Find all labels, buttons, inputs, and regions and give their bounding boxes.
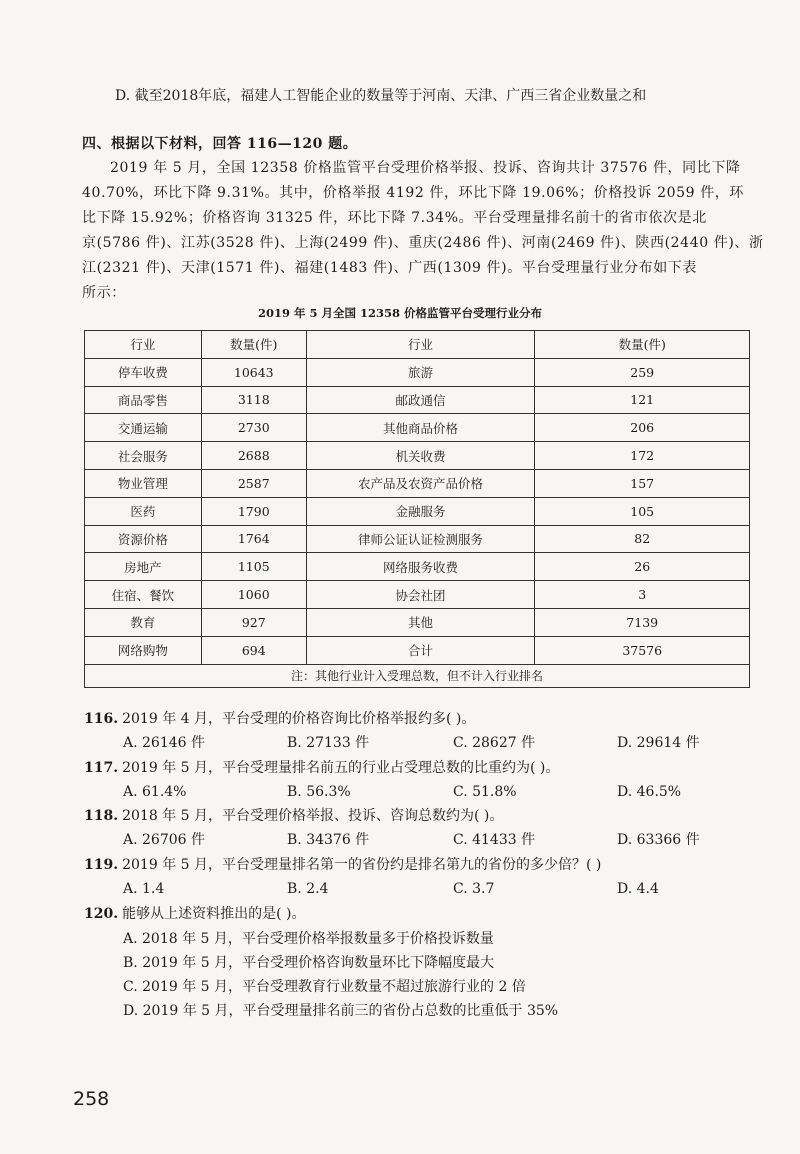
count-cell: 1105 (201, 553, 306, 581)
count-cell: 2688 (201, 442, 306, 470)
table-row (85, 469, 750, 497)
previous-question-option-d: D. 截至2018年底，福建人工智能企业的数量等于河南、天津、广西三省企业数量之和 (115, 88, 647, 104)
count-cell: 694 (201, 636, 306, 664)
industry-cell: 住宿、餐饮 (85, 581, 202, 609)
table-note: 注：其他行业计入受理总数，但不计入行业排名 (85, 664, 750, 687)
industry-cell: 社会服务 (85, 442, 202, 470)
count-cell: 1764 (201, 525, 306, 553)
option-b: B. 27133 件 (287, 735, 370, 751)
option-c: C. 51.8% (453, 784, 517, 800)
header-industry: 行业 (85, 331, 202, 359)
question-number: 119. (84, 857, 119, 873)
option-c: C. 3.7 (453, 881, 495, 897)
industry-cell: 医药 (85, 497, 202, 525)
industry-cell: 网络购物 (85, 636, 202, 664)
question-117 (84, 758, 559, 778)
question-number: 117. (84, 760, 119, 776)
option-a: A. 2018 年 5 月，平台受理价格举报数量多于价格投诉数量 (123, 931, 494, 947)
passage-line: 所示： (82, 285, 126, 301)
industry-cell: 律师公证认证检测服务 (306, 525, 535, 553)
question-number: 118. (84, 808, 119, 824)
question-116 (84, 709, 475, 729)
question-119 (84, 855, 601, 875)
table-row (85, 608, 750, 636)
passage-line: 江(2321 件)、天津(1571 件)、福建(1483 件)、广西(1309 件)。平台受理量行业分布如下表 (82, 260, 698, 276)
table-row (85, 386, 750, 414)
table-row (85, 525, 750, 553)
industry-cell: 金融服务 (306, 497, 535, 525)
count-cell: 37576 (535, 636, 750, 664)
count-cell: 259 (535, 358, 750, 386)
table-row (85, 553, 750, 581)
count-cell: 157 (535, 469, 750, 497)
table-row (85, 414, 750, 442)
count-cell: 1790 (201, 497, 306, 525)
table-row (85, 442, 750, 470)
count-cell: 105 (535, 497, 750, 525)
section-heading: 四、根据以下材料，回答 116—120 题。 (82, 136, 358, 152)
option-d: D. 4.4 (617, 881, 659, 897)
industry-cell: 交通运输 (85, 414, 202, 442)
table-title: 2019 年 5 月全国 12358 价格监管平台受理行业分布 (257, 306, 543, 320)
table-row (85, 636, 750, 664)
option-a: A. 26706 件 (123, 832, 205, 848)
industry-cell: 邮政通信 (306, 386, 535, 414)
question-118 (84, 806, 503, 826)
option-a: A. 1.4 (123, 881, 165, 897)
table-row (85, 581, 750, 609)
count-cell: 2587 (201, 469, 306, 497)
industry-cell: 协会社团 (306, 581, 535, 609)
table-note-row (85, 664, 750, 687)
question-number: 120. (84, 906, 119, 922)
passage-line: 40.70%，环比下降 9.31%。其中，价格举报 4192 件，环比下降 19.06%；价格投诉 2059 件，环 (82, 185, 744, 201)
option-b: B. 2019 年 5 月，平台受理价格咨询数量环比下降幅度最大 (123, 955, 495, 971)
industry-cell: 机关收费 (306, 442, 535, 470)
table-header-row (85, 331, 750, 359)
industry-cell: 商品零售 (85, 386, 202, 414)
count-cell: 172 (535, 442, 750, 470)
count-cell: 121 (535, 386, 750, 414)
question-stem: 2019 年 5 月，平台受理量排名第一的省份约是排名第九的省份的多少倍？( ) (122, 857, 602, 873)
count-cell: 1060 (201, 581, 306, 609)
passage-line: 比下降 15.92%；价格咨询 31325 件，环比下降 7.34%。平台受理量排名前十的省市依次是北 (82, 210, 707, 226)
option-a: A. 26146 件 (123, 735, 205, 751)
industry-cell: 合计 (306, 636, 535, 664)
question-stem: 2019 年 5 月，平台受理量排名前五的行业占受理总数的比重约为( )。 (122, 760, 560, 776)
passage-line: 京(5786 件)、江苏(3528 件)、上海(2499 件)、重庆(2486 件)、河南(2469 件)、陕西(2440 件)、浙 (82, 235, 764, 251)
table-row (85, 497, 750, 525)
passage-line: 2019 年 5 月，全国 12358 价格监管平台受理价格举报、投诉、咨询共计 37576 件，同比下降 (110, 160, 741, 176)
option-b: B. 56.3% (287, 784, 351, 800)
count-cell: 3 (535, 581, 750, 609)
option-b: B. 2.4 (287, 881, 329, 897)
industry-distribution-table (84, 330, 750, 688)
industry-cell: 停车收费 (85, 358, 202, 386)
industry-cell: 旅游 (306, 358, 535, 386)
count-cell: 206 (535, 414, 750, 442)
option-d: D. 29614 件 (617, 735, 700, 751)
header-industry: 行业 (306, 331, 535, 359)
industry-cell: 网络服务收费 (306, 553, 535, 581)
count-cell: 2730 (201, 414, 306, 442)
count-cell: 7139 (535, 608, 750, 636)
industry-cell: 物业管理 (85, 469, 202, 497)
page-number: 258 (73, 1088, 110, 1110)
question-stem: 2019 年 4 月，平台受理的价格咨询比价格举报约多( )。 (122, 711, 476, 727)
question-stem: 能够从上述资料推出的是( )。 (122, 906, 306, 922)
header-count: 数量(件) (535, 331, 750, 359)
option-c: C. 41433 件 (453, 832, 536, 848)
option-d: D. 46.5% (617, 784, 682, 800)
count-cell: 927 (201, 608, 306, 636)
table-row (85, 358, 750, 386)
option-c: C. 28627 件 (453, 735, 536, 751)
industry-cell: 资源价格 (85, 525, 202, 553)
industry-cell: 房地产 (85, 553, 202, 581)
question-120 (84, 904, 305, 924)
option-b: B. 34376 件 (287, 832, 370, 848)
industry-cell: 其他商品价格 (306, 414, 535, 442)
question-number: 116. (84, 711, 119, 727)
industry-cell: 教育 (85, 608, 202, 636)
count-cell: 26 (535, 553, 750, 581)
header-count: 数量(件) (201, 331, 306, 359)
industry-cell: 农产品及农资产品价格 (306, 469, 535, 497)
industry-cell: 其他 (306, 608, 535, 636)
option-d: D. 63366 件 (617, 832, 700, 848)
question-stem: 2018 年 5 月，平台受理价格举报、投诉、咨询总数约为( )。 (122, 808, 504, 824)
count-cell: 3118 (201, 386, 306, 414)
count-cell: 10643 (201, 358, 306, 386)
count-cell: 82 (535, 525, 750, 553)
option-d: D. 2019 年 5 月，平台受理量排名前三的省份占总数的比重低于 35% (123, 1003, 559, 1019)
option-c: C. 2019 年 5 月，平台受理教育行业数量不超过旅游行业的 2 倍 (123, 979, 526, 995)
option-a: A. 61.4% (123, 784, 187, 800)
